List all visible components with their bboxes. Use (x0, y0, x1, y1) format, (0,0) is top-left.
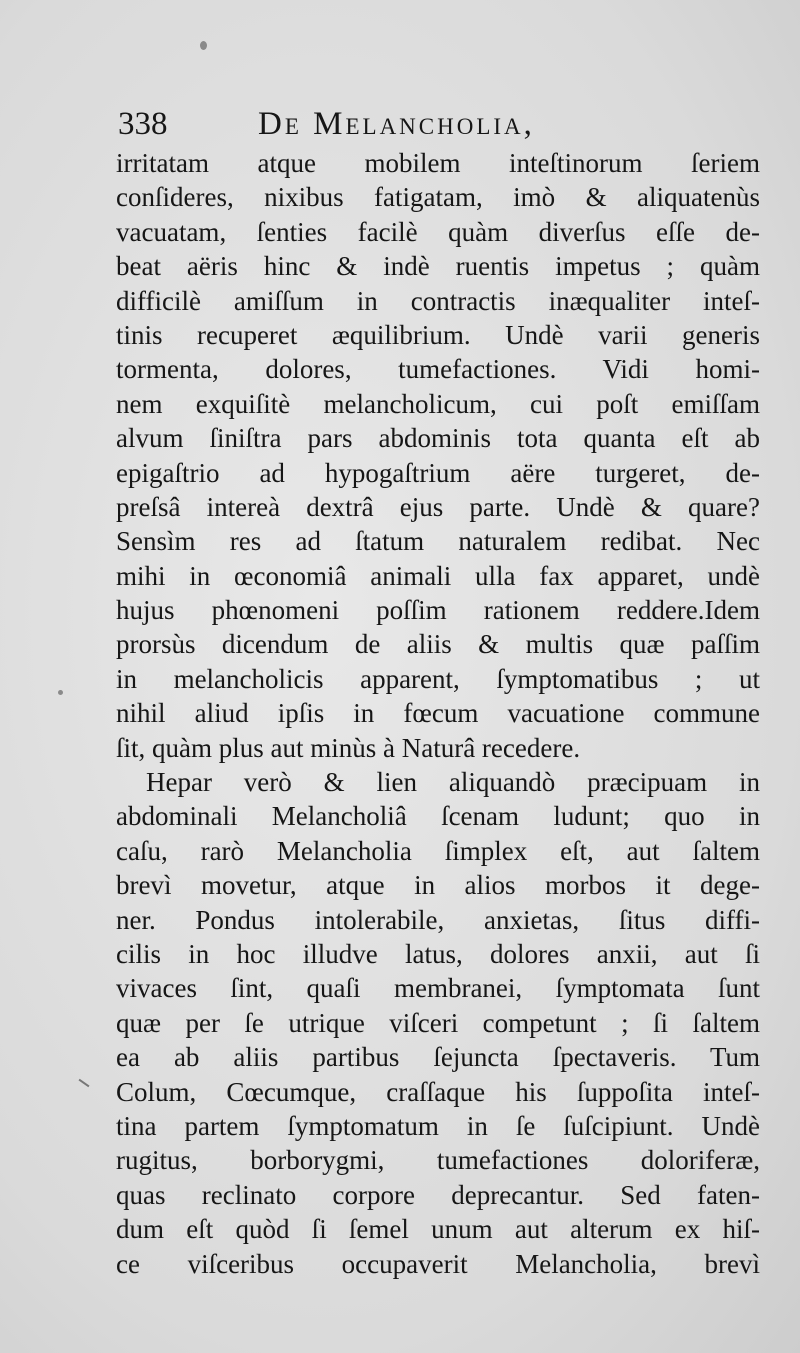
text-line: beat aëris hinc & indè ruentis impetus ; quàm (116, 251, 760, 282)
text-line: prorsùs dicendum de aliis & multis quæ paſſim (116, 629, 760, 660)
margin-mark (79, 1079, 90, 1088)
paragraph (116, 765, 760, 1281)
text-line: epigaſtrio ad hypogaſtrium aëre turgeret, de- (116, 457, 760, 488)
text-line: Hepar verò & lien aliquandò præcipuam in (146, 767, 760, 798)
text-line: Colum, Cœcumque, craſſaque his ſuppoſita inteſ- (116, 1076, 760, 1107)
text-line: tina partem ſymptomatum in ſe ſuſcipiunt. Undè (116, 1110, 760, 1141)
page-header (118, 102, 758, 146)
text-line: rugitus, borborygmi, tumefactiones doloriferæ, (116, 1145, 760, 1176)
ink-spot (58, 690, 63, 695)
text-line: quas reclinato corpore deprecantur. Sed faten- (116, 1179, 760, 1210)
text-line: cilis in hoc illudve latus, dolores anxii, aut ſi (116, 938, 760, 969)
text-line: preſsâ intereà dextrâ ejus parte. Undè & quare? (116, 491, 760, 522)
text-line: difficilè amiſſum in contractis inæqualiter inteſ- (116, 285, 760, 316)
text-line: nihil aliud ipſis in fœcum vacuatione commune (116, 698, 760, 729)
text-line: in melancholicis apparent, ſymptomatibus ; ut (116, 663, 760, 694)
text-line: dum eſt quòd ſi ſemel unum aut alterum ex hiſ- (116, 1214, 760, 1245)
page-number: 338 (118, 106, 168, 142)
text-line: ner. Pondus intolerabile, anxietas, ſitus diffi- (116, 904, 760, 935)
text-line: irritatam atque mobilem inteſtinorum ſeriem (116, 148, 760, 178)
text-line: vivaces ſint, quaſi membranei, ſymptomata ſunt (116, 973, 760, 1004)
text-line: alvum ſiniſtra pars abdominis tota quanta eſt ab (116, 423, 760, 454)
text-line: tormenta, dolores, tumefactiones. Vidi homi- (116, 354, 760, 385)
text-line: ce viſceribus occupaverit Melancholia, brevì (116, 1248, 760, 1279)
running-title: De Melancholia, (258, 106, 535, 142)
text-line: vacuatam, ſenties facilè quàm diverſus eſſe de- (116, 216, 760, 247)
text-line: conſideres, nixibus fatigatam, imò & aliquatenùs (116, 182, 760, 213)
text-line: tinis recuperet æquilibrium. Undè varii generis (116, 319, 760, 350)
text-line: brevì movetur, atque in alios morbos it dege- (116, 870, 760, 901)
text-line: Sensìm res ad ſtatum naturalem redibat. Nec (116, 526, 760, 557)
text-line: abdominali Melancholiâ ſcenam ludunt; quo in (116, 801, 760, 832)
ink-spot (200, 41, 207, 50)
body-text (116, 146, 760, 1281)
text-line: hujus phœnomeni poſſim rationem reddere.Idem (116, 595, 760, 626)
text-line: nem exquiſitè melancholicum, cui poſt emiſſam (116, 388, 760, 419)
text-line: caſu, rarò Melancholia ſimplex eſt, aut ſaltem (116, 835, 760, 866)
text-line: ſit, quàm plus aut minùs à Naturâ recedere. (116, 732, 581, 763)
text-line: mihi in œconomiâ animali ulla fax apparet, undè (116, 560, 760, 591)
text-line: ea ab aliis partibus ſejuncta ſpectaveris. Tum (116, 1042, 760, 1073)
paragraph (116, 146, 760, 765)
text-line: quæ per ſe utrique viſceri competunt ; ſi ſaltem (116, 1007, 760, 1038)
